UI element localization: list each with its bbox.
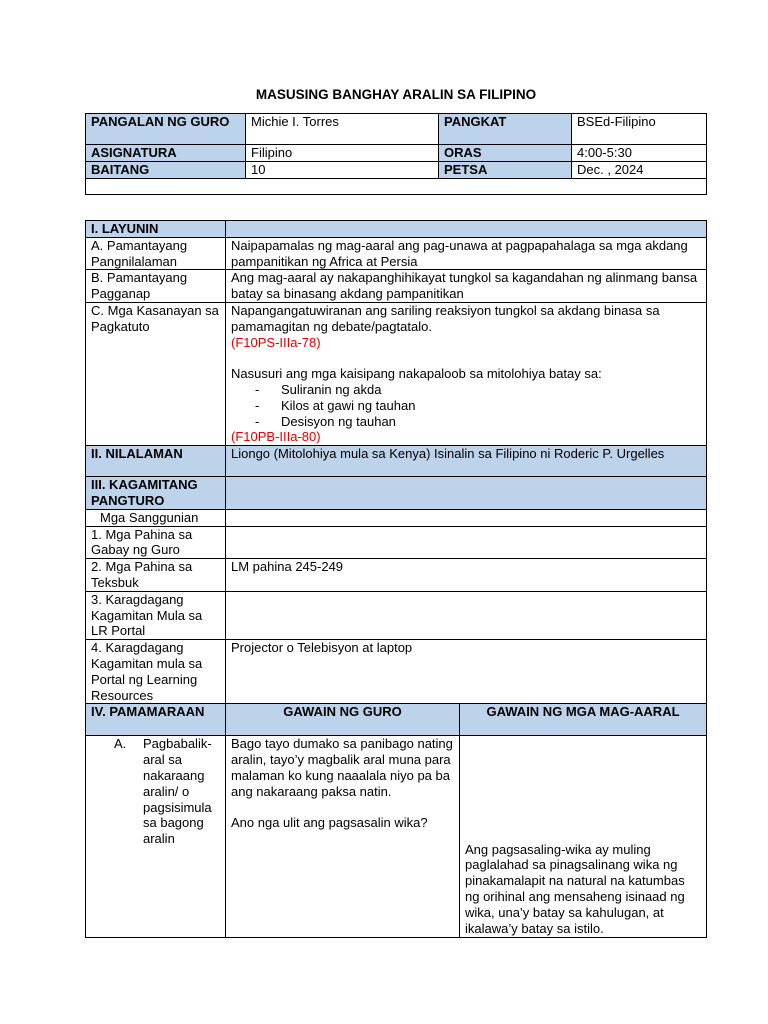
teacher-value: Michie I. Torres [246,114,439,145]
competency-1: Napangangatuwiranan ang sariling reaksiyon tungkol sa akdang binasa sa pamamagitan ng debate/pagtatalo. [231,302,660,334]
ref-2-value: LM pahina 245-249 [226,559,707,592]
competency-label: C. Mga Kasanayan sa Pagkatuto [86,302,226,445]
performance-standard-label: B. Pamantayang Pagganap [86,270,226,303]
step-a-teacher-2: Ano nga ulit ang pagsasalin wika? [231,815,428,831]
lesson-plan-table [85,220,707,938]
procedure-label: IV. PAMAMARAAN [86,704,226,736]
step-a-letter: A. [114,736,127,752]
content-label: II. NILALAMAN [86,446,226,477]
competency-2: Nasusuri ang mga kaisipang nakapaloob sa mitolohiya batay sa: [231,366,602,382]
content-standard-value: Naipapamalas ng mag-aaral ang pag-unawa at pagpapahalaga sa mga akdang pampanitikan ng Africa at Persia [226,237,707,270]
objectives-header-fill [226,221,707,238]
ref-4-value: Projector o Telebisyon at laptop [226,640,707,704]
student-column-header: GAWAIN NG MGA MAG-AARAL [460,704,707,736]
step-a-label-cell [86,736,226,938]
time-value: 4:00-5:30 [572,145,707,162]
competency-cell [226,302,707,445]
ref-1-value [226,526,707,559]
materials-label: III. KAGAMITANG PANGTURO [86,477,226,510]
step-a-teacher-cell [226,736,460,938]
content-value: Liongo (Mitolohiya mula sa Kenya) Isinalin sa Filipino ni Roderic P. Urgelles [226,446,707,477]
header-info-table [85,113,707,195]
list-item: - Desisyon ng tauhan [255,414,701,430]
ref-3-value [226,591,707,639]
ref-3-label: 3. Karagdagang Kagamitan Mula sa LR Portal [86,591,226,639]
date-label: PETSA [439,161,572,178]
grade-value: 10 [246,161,439,178]
competency-1-code: (F10PS-IIIa-78) [231,334,321,350]
section-label: PANGKAT [439,114,572,145]
performance-standard-value: Ang mag-aaral ay nakapanghihikayat tungkol sa kagandahan ng alinmang bansa batay sa binasang akdang pampanitikan [226,270,707,303]
objectives-label: I. LAYUNIN [86,221,226,238]
competency-2-list [231,382,701,429]
ref-2-label: 2. Mga Pahina sa Teksbuk [86,559,226,592]
step-a-label: Pagbabalik-aral sa nakaraang aralin/ o pagsisimula sa bagong aralin [143,736,212,847]
section-value: BSEd-Filipino [572,114,707,145]
blank-row [86,178,707,194]
time-label: ORAS [439,145,572,162]
step-a-student-cell [460,736,707,938]
ref-1-label: 1. Mga Pahina sa Gabay ng Guro [86,526,226,559]
materials-header-fill [226,477,707,510]
list-item: - Suliranin ng akda [255,382,701,398]
step-a-student: Ang pagsasaling-wika ay muling paglalahad sa pinagsalinang wika ng pinakamalapit na natural na katumbas ng orihinal ang mensaheng isinaad ng wika, una’y batay sa kahulugan, at ikalawa’y batay sa istilo. [465,841,685,936]
list-item: - Kilos at gawi ng tauhan [255,398,701,414]
teacher-column-header: GAWAIN NG GURO [226,704,460,736]
grade-label: BAITANG [86,161,246,178]
teacher-label: PANGALAN NG GURO [86,114,246,145]
step-a-teacher-1: Bago tayo dumako sa panibago nating aralin, tayo’y magbalik aral muna para malaman ko kung naaalala niyo pa ba ang nakaraang paksa natin. [231,736,453,799]
competency-2-code: (F10PB-IIIa-80) [231,429,321,445]
references-label: Mga Sanggunian [86,509,226,526]
references-value [226,509,707,526]
page-title: MASUSING BANGHAY ARALIN SA FILIPINO [255,87,537,102]
date-value: Dec. , 2024 [572,161,707,178]
subject-value: Filipino [246,145,439,162]
ref-4-label: 4. Karagdagang Kagamitan mula sa Portal ng Learning Resources [86,640,226,704]
subject-label: ASIGNATURA [86,145,246,162]
content-standard-label: A. Pamantayang Pangnilalaman [86,237,226,270]
